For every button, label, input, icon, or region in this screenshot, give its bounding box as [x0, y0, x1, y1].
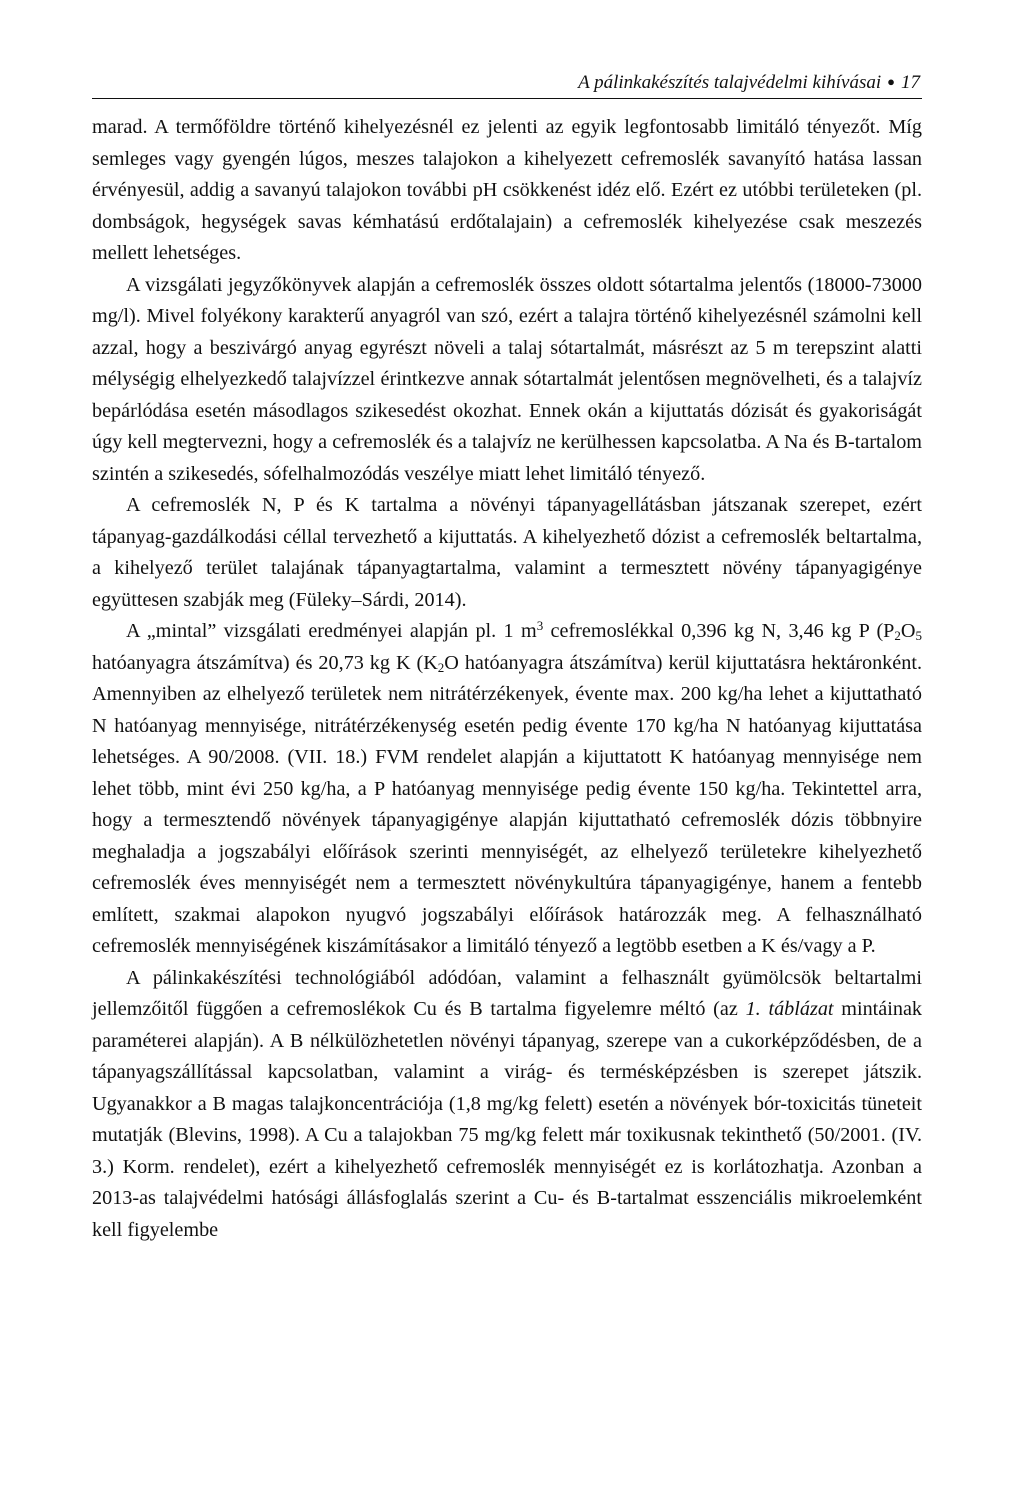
- superscript-3: 3: [536, 618, 544, 633]
- document-page: [92, 70, 922, 1246]
- subscript-5: 5: [915, 628, 922, 643]
- paragraph-4-text-d: hatóanyagra átszámítva) és 20,73 kg K (K: [92, 651, 438, 674]
- paragraph-2: A vizsgálati jegyzőkönyvek alapján a cefremoslék összes oldott sótartalma jelentős (18000-73000 mg/l). Mivel folyékony karakterű anyagról van szó, ezért a talajra történő kihelyezésnél számolni kell azzal, hogy a beszivárgó anyag egyrészt növeli a talaj sótartalmát, másrészt az 5 m terepszint alatti mélységig elhelyezkedő talajvízzel érintkezve annak sótartalmát jelentősen megnövelheti, és a talajvíz bepárlódása esetén másodlagos szikesedést okozhat. Ennek okán a kijuttatás dózisát és gyakoriságát úgy kell megtervezni, hogy a cefremoslék és a talajvíz ne kerülhessen kapcsolatba. A Na és B-tartalom szintén a szikesedés, sófelhalmozódás veszélye miatt lehet limitáló tényező.: [92, 273, 922, 485]
- header-rule: [92, 98, 922, 99]
- paragraph-4: [92, 616, 922, 963]
- paragraph-4-text-b: cefremoslékkal 0,396 kg N, 3,46 kg P (P: [543, 620, 895, 642]
- paragraph-5: [92, 963, 922, 1247]
- paragraph-5-text-b: mintáinak paraméterei alapján). A B nélkülözhetetlen növényi tápanyag, szerepe van a cukorképződésben, de a tápanyagszállítással kapcsolatban, valamint a virág- és termésképzésben is szerepet játszik. Ugyanakkor a B magas talajkoncentrációja (1,8 mg/kg felett) esetén a növények bór-toxicitás tüneteit mutatják (Blevins, 1998). A Cu a talajokban 75 mg/kg felett már toxikusnak tekinthető (50/2001. (IV. 3.) Korm. rendelet), ezért a kihelyezhető cefremoslék mennyiségét ez is korlátozhatja. Azonban a 2013-as talajvédelmi hatósági állásfoglalás szerint a Cu- és B-tartalmat esszenciális mikroelemként kell figyelembe: [92, 998, 923, 1241]
- paragraph-4-text-e: O hatóanyagra átszámítva) kerül kijuttatásra hektáronként. Amennyiben az elhelyező területek nem nitrátérzékenyek, évente max. 200 kg/ha lehet a kijuttatható N hatóanyag mennyisége, nitrátérzékenység esetén pedig évente 170 kg/ha N hatóanyag kijuttatása lehetséges. A 90/2008. (VII. 18.) FVM rendelet alapján a kijuttatott K hatóanyag mennyisége nem lehet több, mint évi 250 kg/ha, a P hatóanyag mennyisége pedig évente 150 kg/ha. Tekintettel arra, hogy a termesztendő növények tápanyagigénye alapján kijuttatható cefremoslék dózis többnyire meghaladja a jogszabályi előírások szerinti mennyiségét, az elhelyező területekre kihelyezhető cefremoslék éves mennyiségét nem a termesztett növénykultúra tápanyagigénye, hanem a fentebb említett, szakmai alapokon nyugvó jogszabályi előírások határozzák meg. A felhasználható cefremoslék mennyiségének kiszámításakor a limitáló tényező a legtöbb esetben a K és/vagy a P.: [92, 651, 922, 957]
- body-text: [92, 112, 922, 1246]
- subscript-2-k2o: 2: [437, 659, 445, 675]
- paragraph-4-text-c: O: [900, 620, 916, 642]
- page-number: 17: [901, 72, 920, 93]
- paragraph-1: marad. A termőföldre történő kihelyezésnél ez jelenti az egyik legfontosabb limitáló tényezőt. Míg semleges vagy gyengén lúgos, meszes talajokon a kihelyezett cefremoslék savanyító hatása lassan érvényesül, addig a savanyú talajokon további pH csökkenést idéz elő. Ezért ez utóbbi területeken (pl. dombságok, hegységek savas kémhatású erdőtalajain) a cefremoslék kihelyezése csak meszezés mellett lehetséges.: [92, 116, 922, 264]
- paragraph-5-text-a: A pálinkakészítési technológiából adódóan, valamint a felhasznált gyümölcsök beltartalmi jellemzőitől függően a cefremoslékok Cu és B tartalma figyelemre méltó (az: [92, 966, 922, 1020]
- running-header: [92, 70, 922, 96]
- running-title: A pálinkakészítés talajvédelmi kihívásai: [578, 72, 882, 93]
- paragraph-4-text-a: A „mintal” vizsgálati eredményei alapján pl. 1 m: [126, 620, 537, 642]
- bullet-separator: ●: [887, 74, 895, 89]
- subscript-2: 2: [894, 628, 901, 643]
- table-reference: 1. táblázat: [745, 998, 834, 1020]
- paragraph-3: A cefremoslék N, P és K tartalma a növényi tápanyagellátásban játszanak szerepet, ezért tápanyag-gazdálkodási céllal tervezhető a kijuttatás. A kihelyezhető dózist a cefremoslék beltartalma, a kihelyező terület talajának tápanyagtartalma, valamint a termesztett növény tápanyagigénye együttesen szabják meg (Füleky–Sárdi, 2014).: [92, 494, 922, 611]
